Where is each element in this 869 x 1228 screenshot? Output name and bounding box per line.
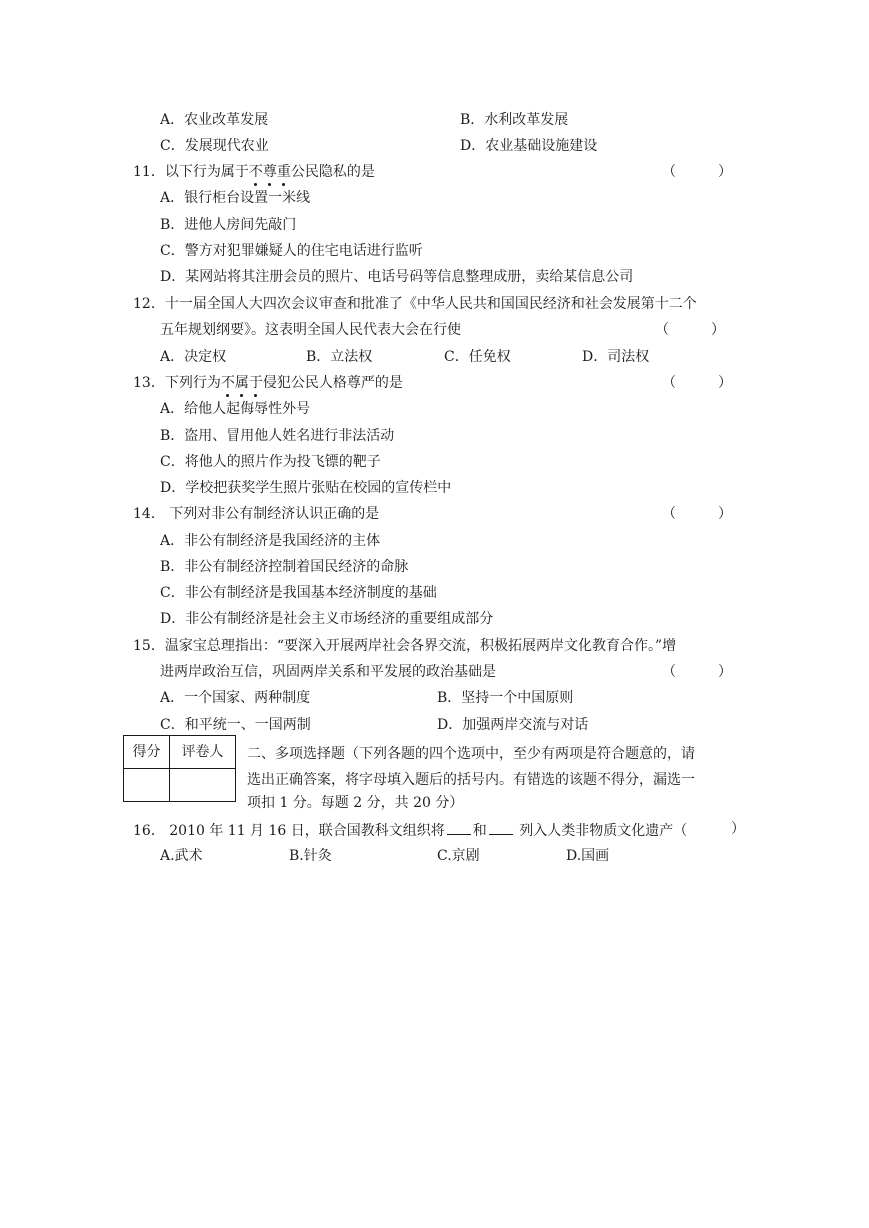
q14-option-a: A．非公有制经济是我国经济的主体 <box>160 533 381 549</box>
grader-header: 评卷人 <box>170 736 236 769</box>
q16-option-d: D.国画 <box>566 848 610 864</box>
emphasis-char: 属 <box>234 375 249 391</box>
q15-stem-line2: 进两岸政治互信，巩固两岸关系和平发展的政治基础是 <box>160 664 496 680</box>
q12-option-b: B．立法权 <box>306 349 373 365</box>
q16-stem: 16． 2010 年 11 月 16 日，联合国教科文组织将 和 列入人类非物质文化遗产（ <box>133 820 687 838</box>
q13-option-a: A．给他人起侮辱性外号 <box>160 401 311 417</box>
q10-option-d: D．农业基础设施建设 <box>460 138 598 154</box>
q12-answer-paren: （ ） <box>655 322 725 338</box>
q15-answer-paren: （ ） <box>662 664 732 680</box>
q12-option-c: C．任免权 <box>444 349 511 365</box>
q10-option-c: C．发展现代农业 <box>160 138 269 154</box>
q14-option-c: C．非公有制经济是我国基本经济制度的基础 <box>160 585 437 601</box>
q14-option-d: D．非公有制经济是社会主义市场经济的重要组成部分 <box>160 611 494 627</box>
score-header: 得分 <box>124 736 170 769</box>
q15-option-c: C．和平统一、一国两制 <box>160 717 311 733</box>
q13-option-b: B．盗用、冒用他人姓名进行非法活动 <box>160 428 395 444</box>
section2-instructions-line2: 选出正确答案，将字母填入题后的括号内。有错选的该题不得分，漏选一 <box>247 772 695 788</box>
score-table <box>123 735 236 802</box>
q14-stem: 14． 下列对非公有制经济认识正确的是 <box>133 506 380 522</box>
q16-answer-paren-close: ） <box>731 821 745 837</box>
q15-option-d: D．加强两岸交流与对话 <box>437 717 589 733</box>
q16-option-c: C.京剧 <box>437 848 480 864</box>
q14-answer-paren: （ ） <box>662 506 732 522</box>
emphasis-char: 不 <box>248 164 263 180</box>
section2-instructions-line3: 项扣 1 分。每题 2 分，共 20 分） <box>247 795 464 811</box>
q11-answer-paren: （ ） <box>662 164 732 180</box>
q11-option-a: A．银行柜台设置一米线 <box>160 190 311 206</box>
emphasis-char: 尊 <box>262 164 277 180</box>
q12-stem-line2: 五年规划纲要》。这表明全国人民代表大会在行使 <box>160 322 461 338</box>
q15-option-a: A．一个国家、两种制度 <box>160 690 311 706</box>
q11-stem: 11．以下行为属于不尊重公民隐私的是 <box>133 164 375 180</box>
score-cell[interactable] <box>124 769 170 802</box>
section2-instructions-line1: 二、多项选择题（下列各题的四个选项中，至少有两项是符合题意的，请 <box>247 746 695 762</box>
q10-option-a: A．农业改革发展 <box>160 112 269 128</box>
emphasis-char: 重 <box>276 164 291 180</box>
emphasis-char: 不 <box>220 375 235 391</box>
q12-option-d: D．司法权 <box>582 349 650 365</box>
q10-option-b: B．水利改革发展 <box>460 112 569 128</box>
q16-option-a: A.武术 <box>160 848 203 864</box>
fill-blank-2[interactable] <box>489 820 513 835</box>
q13-option-c: C．将他人的照片作为投飞镖的靶子 <box>160 454 381 470</box>
fill-blank-1[interactable] <box>447 820 471 835</box>
q13-option-d: D．学校把获奖学生照片张贴在校园的宣传栏中 <box>160 480 452 496</box>
q15-stem-line1: 15．温家宝总理指出：“要深入开展两岸社会各界交流，积极拓展两岸文化教育合作。”增 <box>133 638 677 654</box>
emphasis-char: 于 <box>248 375 263 391</box>
q13-stem: 13．下列行为不属于侵犯公民人格尊严的是 <box>133 375 403 391</box>
q14-option-b: B．非公有制经济控制着国民经济的命脉 <box>160 559 409 575</box>
q15-option-b: B．坚持一个中国原则 <box>437 690 574 706</box>
q11-option-d: D．某网站将其注册会员的照片、电话号码等信息整理成册，卖给某信息公司 <box>160 269 634 285</box>
q11-option-c: C．警方对犯罪嫌疑人的住宅电话进行监听 <box>160 243 423 259</box>
q16-option-b: B.针灸 <box>289 848 332 864</box>
q12-stem-line1: 12．十一届全国人大四次会议审查和批准了《中华人民共和国国民经济和社会发展第十二个 <box>133 296 697 312</box>
q13-answer-paren: （ ） <box>662 375 732 391</box>
grader-cell[interactable] <box>170 769 236 802</box>
q11-option-b: B．进他人房间先敲门 <box>160 217 297 233</box>
q12-option-a: A．决定权 <box>160 349 227 365</box>
